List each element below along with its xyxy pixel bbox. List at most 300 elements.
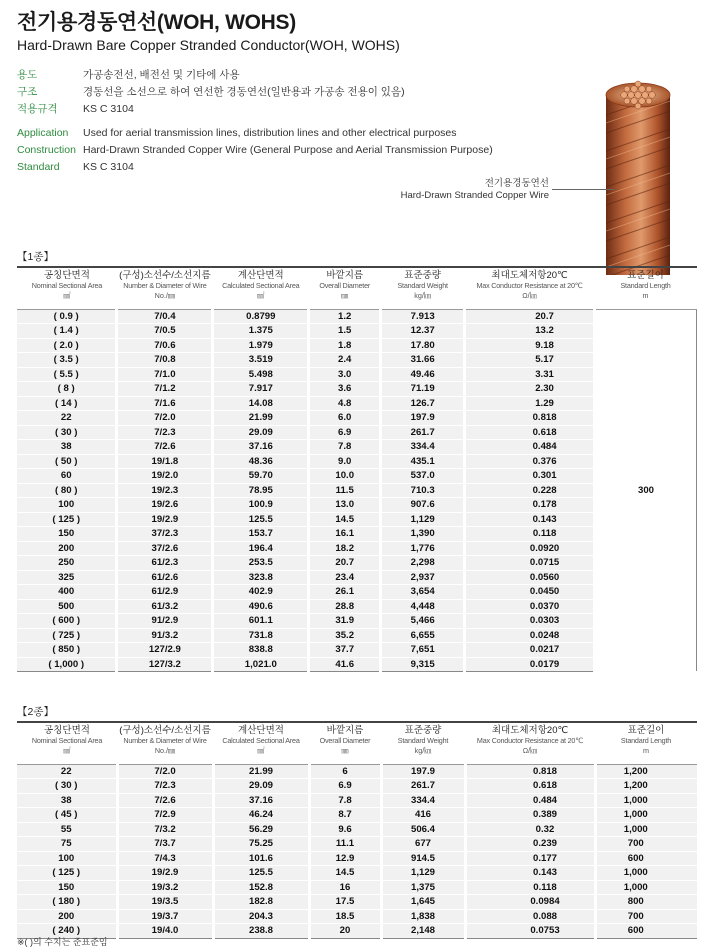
table-cell: 7/0.5 [117,324,213,339]
table-cell: 78.95 [213,483,309,498]
table-row [17,924,697,939]
table-cell: 914.5 [381,851,465,866]
column-header [213,267,309,309]
spec-label: Standard [17,161,60,173]
table-cell: 1,000 [595,822,697,837]
column-header-unit: ㎜ [341,291,349,300]
table-row [17,909,697,924]
table-row [17,309,697,324]
table-cell: 0.618 [465,779,595,794]
spec-value: KS C 3104 [83,103,134,115]
table-cell: 1.979 [213,338,309,353]
table-cell: 125.5 [213,866,309,881]
cable-callout [401,178,549,202]
table-cell: 200 [17,909,117,924]
table-cell: 126.7 [381,396,465,411]
table-cell: 0.177 [465,851,595,866]
table-cell: 6.0 [309,411,381,426]
callout-en: Hard-Drawn Stranded Copper Wire [400,190,549,201]
column-header-unit: ㎟ [63,291,71,300]
table-cell: 150 [17,527,117,542]
column-header-en: Standard Length [620,736,672,745]
table-cell: 13.0 [309,498,381,513]
spec-table-type2 [17,721,697,939]
table-cell: 22 [17,411,117,426]
column-header [117,722,213,764]
table-cell: 12.9 [309,851,381,866]
spec-value: 경동선을 소선으로 하여 연선한 경동연선(일반용과 가공송 전용이 있음) [83,86,405,98]
table-cell: 61/2.3 [117,556,213,571]
table-cell: 5.17 [465,353,595,368]
table-cell: 6 [309,764,381,779]
table-row [17,851,697,866]
table-cell: 500 [17,599,117,614]
table-cell: 0.32 [465,822,595,837]
table-cell: 677 [381,837,465,852]
column-header-unit: ㎟ [257,291,265,300]
table-cell: 323.8 [213,570,309,585]
spec-en [17,125,493,176]
column-header-ko: 표준중량 [404,725,442,736]
table-cell: 0.118 [465,880,595,895]
table-cell: 14.5 [309,512,381,527]
spec-label: 적용규격 [17,103,58,115]
spec-value: KS C 3104 [83,161,134,173]
table-cell: 7/2.9 [117,808,213,823]
table-cell: ( 8 ) [17,382,117,397]
table-cell: 334.4 [381,440,465,455]
column-header-ko: 최대도체저항20℃ [491,725,569,736]
column-header-en: Calculated Sectional Area [222,736,300,745]
table-cell: 1,200 [595,779,697,794]
table-cell: 6.9 [309,425,381,440]
table-cell: 37.16 [213,440,309,455]
table-cell: 0.0303 [465,614,595,629]
table-cell: 0.0217 [465,643,595,658]
table-cell: 3.519 [213,353,309,368]
spec-ko-row [17,101,405,118]
table-cell: ( 600 ) [17,614,117,629]
table-cell: 1.375 [213,324,309,339]
table-cell: 7/1.6 [117,396,213,411]
table-cell: 1,390 [381,527,465,542]
table-cell: 7/2.6 [117,793,213,808]
table-cell: 600 [595,924,697,939]
table-cell: 3.6 [309,382,381,397]
table-cell: 204.3 [213,909,309,924]
table-cell: 37.16 [213,793,309,808]
column-header-en: Standard Weight [397,736,449,745]
column-header-en: Max Conductor Resistance at 20℃ [476,281,583,290]
table-cell: 10.0 [309,469,381,484]
table-cell: 490.6 [213,599,309,614]
table-cell: 29.09 [213,425,309,440]
spec-en-row [17,125,493,142]
table-cell: 601.1 [213,614,309,629]
column-header-ko: 계산단면적 [238,725,284,736]
table-cell: 19/3.7 [117,909,213,924]
table-cell: 61/3.2 [117,599,213,614]
column-header-ko: 계산단면적 [237,270,284,281]
table-cell: 731.8 [213,628,309,643]
table-cell: 506.4 [381,822,465,837]
column-header-ko: (구성)소선수/소선지름 [119,270,211,281]
table-cell: 7/2.6 [117,440,213,455]
column-header [17,267,117,309]
table-cell: 1,000 [595,880,697,895]
table-cell: 127/2.9 [117,643,213,658]
table-cell: 19/2.9 [117,866,213,881]
table-cell: 9.6 [309,822,381,837]
table-cell: 5,466 [381,614,465,629]
column-header [595,722,697,764]
table-cell: 7/4.3 [117,851,213,866]
table-cell: ( 0.9 ) [17,309,117,324]
table-cell: ( 850 ) [17,643,117,658]
table-cell: ( 240 ) [17,924,117,939]
table-cell: 2.30 [465,382,595,397]
column-header-unit: ㎟ [257,746,265,755]
table-cell: 71.19 [381,382,465,397]
table-cell: 7/0.4 [117,309,213,324]
table-cell: 3,654 [381,585,465,600]
table-cell: ( 5.5 ) [17,367,117,382]
table-cell: 37.7 [309,643,381,658]
column-header [465,267,595,309]
table-cell: 1.29 [465,396,595,411]
table-cell: 7/2.3 [117,425,213,440]
table-cell: 91/2.9 [117,614,213,629]
table-cell: 35.2 [309,628,381,643]
table-cell: ( 30 ) [17,779,117,794]
table-cell: 7/1.2 [117,382,213,397]
table-cell: 238.8 [213,924,309,939]
table-cell: 41.6 [309,657,381,672]
table-cell: 9,315 [381,657,465,672]
column-header-en: Max Conductor Resistance at 20℃ [476,736,584,745]
table-cell: ( 30 ) [17,425,117,440]
table-cell: ( 50 ) [17,454,117,469]
table-cell: 60 [17,469,117,484]
page-subtitle: Hard-Drawn Bare Copper Stranded Conductor(WOH, WOHS) [17,37,400,53]
table-cell: 0.239 [465,837,595,852]
table-cell: 19/2.9 [117,512,213,527]
table-cell: 7/0.8 [117,353,213,368]
table-cell: 334.4 [381,793,465,808]
table-cell: 710.3 [381,483,465,498]
table-cell: 0.818 [465,411,595,426]
table-row [17,779,697,794]
table-cell: 0.0450 [465,585,595,600]
table-cell: 1.5 [309,324,381,339]
table-row [17,764,697,779]
section-label-type1: 【1종】 [17,251,54,263]
table-cell: 0.178 [465,498,595,513]
table-cell: 59.70 [213,469,309,484]
table-cell: 29.09 [213,779,309,794]
column-header [381,267,465,309]
table-cell: 6.9 [309,779,381,794]
column-header-ko: 공칭단면적 [44,725,90,736]
table-cell: 0.618 [465,425,595,440]
spec-label: 용도 [17,69,38,81]
spec-value: Used for aerial transmission lines, distribution lines and other electrical purposes [83,127,457,139]
table-cell: 800 [595,895,697,910]
table-cell: 0.0248 [465,628,595,643]
table-cell: 23.4 [309,570,381,585]
table-cell: 1,129 [381,512,465,527]
table-cell: 56.29 [213,822,309,837]
table-cell: 17.80 [381,338,465,353]
table-cell: 7.917 [213,382,309,397]
column-header-unit: ㎜ [341,746,349,755]
column-header-unit: No./㎜ [154,291,176,300]
table-cell: 18.5 [309,909,381,924]
page-title: 전기용경동연선(WOH, WOHS) [17,11,296,34]
table-cell: 7/2.0 [117,411,213,426]
table-cell: 49.46 [381,367,465,382]
table-cell: 152.8 [213,880,309,895]
table-cell: 0.0560 [465,570,595,585]
table-cell: 61/2.6 [117,570,213,585]
table-cell: 7.913 [381,309,465,324]
callout-leader-line [552,189,614,190]
column-header [213,722,309,764]
table-cell: 0.143 [465,866,595,881]
table-cell: 0.0984 [465,895,595,910]
table-cell: 7.8 [309,440,381,455]
table-cell: 1,000 [595,866,697,881]
table-cell: 46.24 [213,808,309,823]
table-cell: 1,021.0 [213,657,309,672]
table-cell: 19/3.5 [117,895,213,910]
column-header-unit: ㎟ [63,746,71,755]
table-cell: 2,148 [381,924,465,939]
table-cell: 0.143 [465,512,595,527]
table-cell: 2.4 [309,353,381,368]
spec-en-row [17,142,493,159]
table-cell: 9.0 [309,454,381,469]
column-header-ko: 바깥지름 [326,725,364,736]
table-cell: 6,655 [381,628,465,643]
table-cell: 1,129 [381,866,465,881]
table-cell: 17.5 [309,895,381,910]
table-cell: 253.5 [213,556,309,571]
table-cell: 14.08 [213,396,309,411]
table-cell: 1,000 [595,808,697,823]
table-cell: 1,375 [381,880,465,895]
table-cell: 0.376 [465,454,595,469]
table-cell: 197.9 [381,764,465,779]
column-header-ko: 표준길이 [627,270,664,281]
column-header-en: Number & Diameter of Wire [123,736,207,745]
table-cell: 838.8 [213,643,309,658]
column-header-en: Overall Diameter [319,736,371,745]
table-cell: 100.9 [213,498,309,513]
table-cell: 37/2.3 [117,527,213,542]
table-cell: 0.088 [465,909,595,924]
table-cell: 150 [17,880,117,895]
table-cell: ( 14 ) [17,396,117,411]
table-cell: 125.5 [213,512,309,527]
column-header-unit: kg/㎞ [414,291,432,300]
column-header-en: Standard Length [620,281,671,290]
table-cell: 0.0715 [465,556,595,571]
table-cell: 11.1 [309,837,381,852]
table-row [17,880,697,895]
table-cell: ( 1,000 ) [17,657,117,672]
column-header-unit: m [643,746,649,755]
table-cell: ( 2.0 ) [17,338,117,353]
spec-en-row [17,159,493,176]
table-cell: 22 [17,764,117,779]
table-cell: 2,937 [381,570,465,585]
column-header-ko: 공칭단면적 [44,270,90,281]
table-cell: 7/2.3 [117,779,213,794]
table-cell: 1.2 [309,309,381,324]
table-row [17,822,697,837]
table-cell: 14.5 [309,866,381,881]
spec-ko-row [17,67,405,84]
table-cell: 0.0370 [465,599,595,614]
table-cell: 20.7 [465,309,595,324]
table-cell: 907.6 [381,498,465,513]
section-label-type2: 【2종】 [17,706,54,718]
table-cell: ( 180 ) [17,895,117,910]
table-cell: 127/3.2 [117,657,213,672]
column-header-en: Nominal Sectional Area [31,281,103,290]
table-cell: 31.66 [381,353,465,368]
table-row [17,808,697,823]
column-header [381,722,465,764]
spec-ko [17,67,405,118]
table-cell: 300 [595,309,697,672]
table-cell: 7/3.2 [117,822,213,837]
table-cell: 1,776 [381,541,465,556]
callout-ko: 전기용경동연선 [484,178,549,189]
table-cell: 1,838 [381,909,465,924]
table-cell: ( 3.5 ) [17,353,117,368]
table-cell: ( 125 ) [17,512,117,527]
table-cell: 20.7 [309,556,381,571]
table-cell: ( 125 ) [17,866,117,881]
table-cell: 153.7 [213,527,309,542]
table-cell: 38 [17,440,117,455]
spec-label: Construction [17,144,76,156]
table-cell: 7/3.7 [117,837,213,852]
table-cell: 75 [17,837,117,852]
table-cell: 261.7 [381,779,465,794]
table-cell: 19/1.8 [117,454,213,469]
table-cell: 16.1 [309,527,381,542]
table-cell: 250 [17,556,117,571]
table-row [17,866,697,881]
footnote: ※( )의 수치는 준표준임 [17,937,108,947]
table-cell: 5.498 [213,367,309,382]
table-cell: 0.484 [465,793,595,808]
spec-value: 가공송전선, 배전선 및 기타에 사용 [83,69,240,81]
table-cell: 196.4 [213,541,309,556]
table-cell: 0.0179 [465,657,595,672]
table-cell: 11.5 [309,483,381,498]
table-cell: 19/3.2 [117,880,213,895]
table-cell: 0.389 [465,808,595,823]
table-cell: 21.99 [213,764,309,779]
table-cell: 100 [17,851,117,866]
table-cell: 19/2.6 [117,498,213,513]
copper-cable-image [598,75,680,275]
table-cell: 182.8 [213,895,309,910]
table-cell: 7/0.6 [117,338,213,353]
column-header-unit: No./㎜ [154,746,176,755]
table-cell: 0.818 [465,764,595,779]
column-header-unit: Ω/㎞ [522,291,537,300]
table-cell: 200 [17,541,117,556]
table-cell: 21.99 [213,411,309,426]
column-header-unit: kg/㎞ [414,746,432,755]
table-cell: 91/3.2 [117,628,213,643]
table-cell: 38 [17,793,117,808]
table-cell: 197.9 [381,411,465,426]
table-cell: 4,448 [381,599,465,614]
spec-label: Application [17,127,69,139]
table-cell: 19/2.0 [117,469,213,484]
table-cell: 19/4.0 [117,924,213,939]
table-cell: 1,000 [595,793,697,808]
table-cell: 400 [17,585,117,600]
table-cell: 18.2 [309,541,381,556]
table-cell: 100 [17,498,117,513]
table-cell: 101.6 [213,851,309,866]
table-cell: 26.1 [309,585,381,600]
table-cell: 0.0920 [465,541,595,556]
table-cell: 325 [17,570,117,585]
column-header-ko: 바깥지름 [326,270,364,281]
table-row [17,793,697,808]
table-cell: 3.0 [309,367,381,382]
column-header [309,722,381,764]
column-header-en: Standard Weight [397,281,448,290]
table-cell: 0.301 [465,469,595,484]
table-cell: 7,651 [381,643,465,658]
table-cell: 75.25 [213,837,309,852]
table-cell: 3.31 [465,367,595,382]
column-header-en: Calculated Sectional Area [222,281,300,290]
table-cell: 1,645 [381,895,465,910]
column-header-ko: 표준중량 [404,270,441,281]
table-cell: ( 725 ) [17,628,117,643]
table-cell: 7.8 [309,793,381,808]
column-header [309,267,381,309]
column-header-en: Nominal Sectional Area [31,736,103,745]
table-cell: 416 [381,808,465,823]
table-cell: 402.9 [213,585,309,600]
table-cell: 9.18 [465,338,595,353]
table-cell: 4.8 [309,396,381,411]
table-cell: 19/2.3 [117,483,213,498]
spec-label: 구조 [17,86,38,98]
table-cell: 12.37 [381,324,465,339]
table-cell: 0.484 [465,440,595,455]
table-cell: 7/1.0 [117,367,213,382]
column-header [595,267,697,309]
table-cell: 0.8799 [213,309,309,324]
column-header [117,267,213,309]
table-cell: 61/2.9 [117,585,213,600]
spec-table-type1 [17,266,697,672]
table-cell: 537.0 [381,469,465,484]
table-cell: 28.8 [309,599,381,614]
